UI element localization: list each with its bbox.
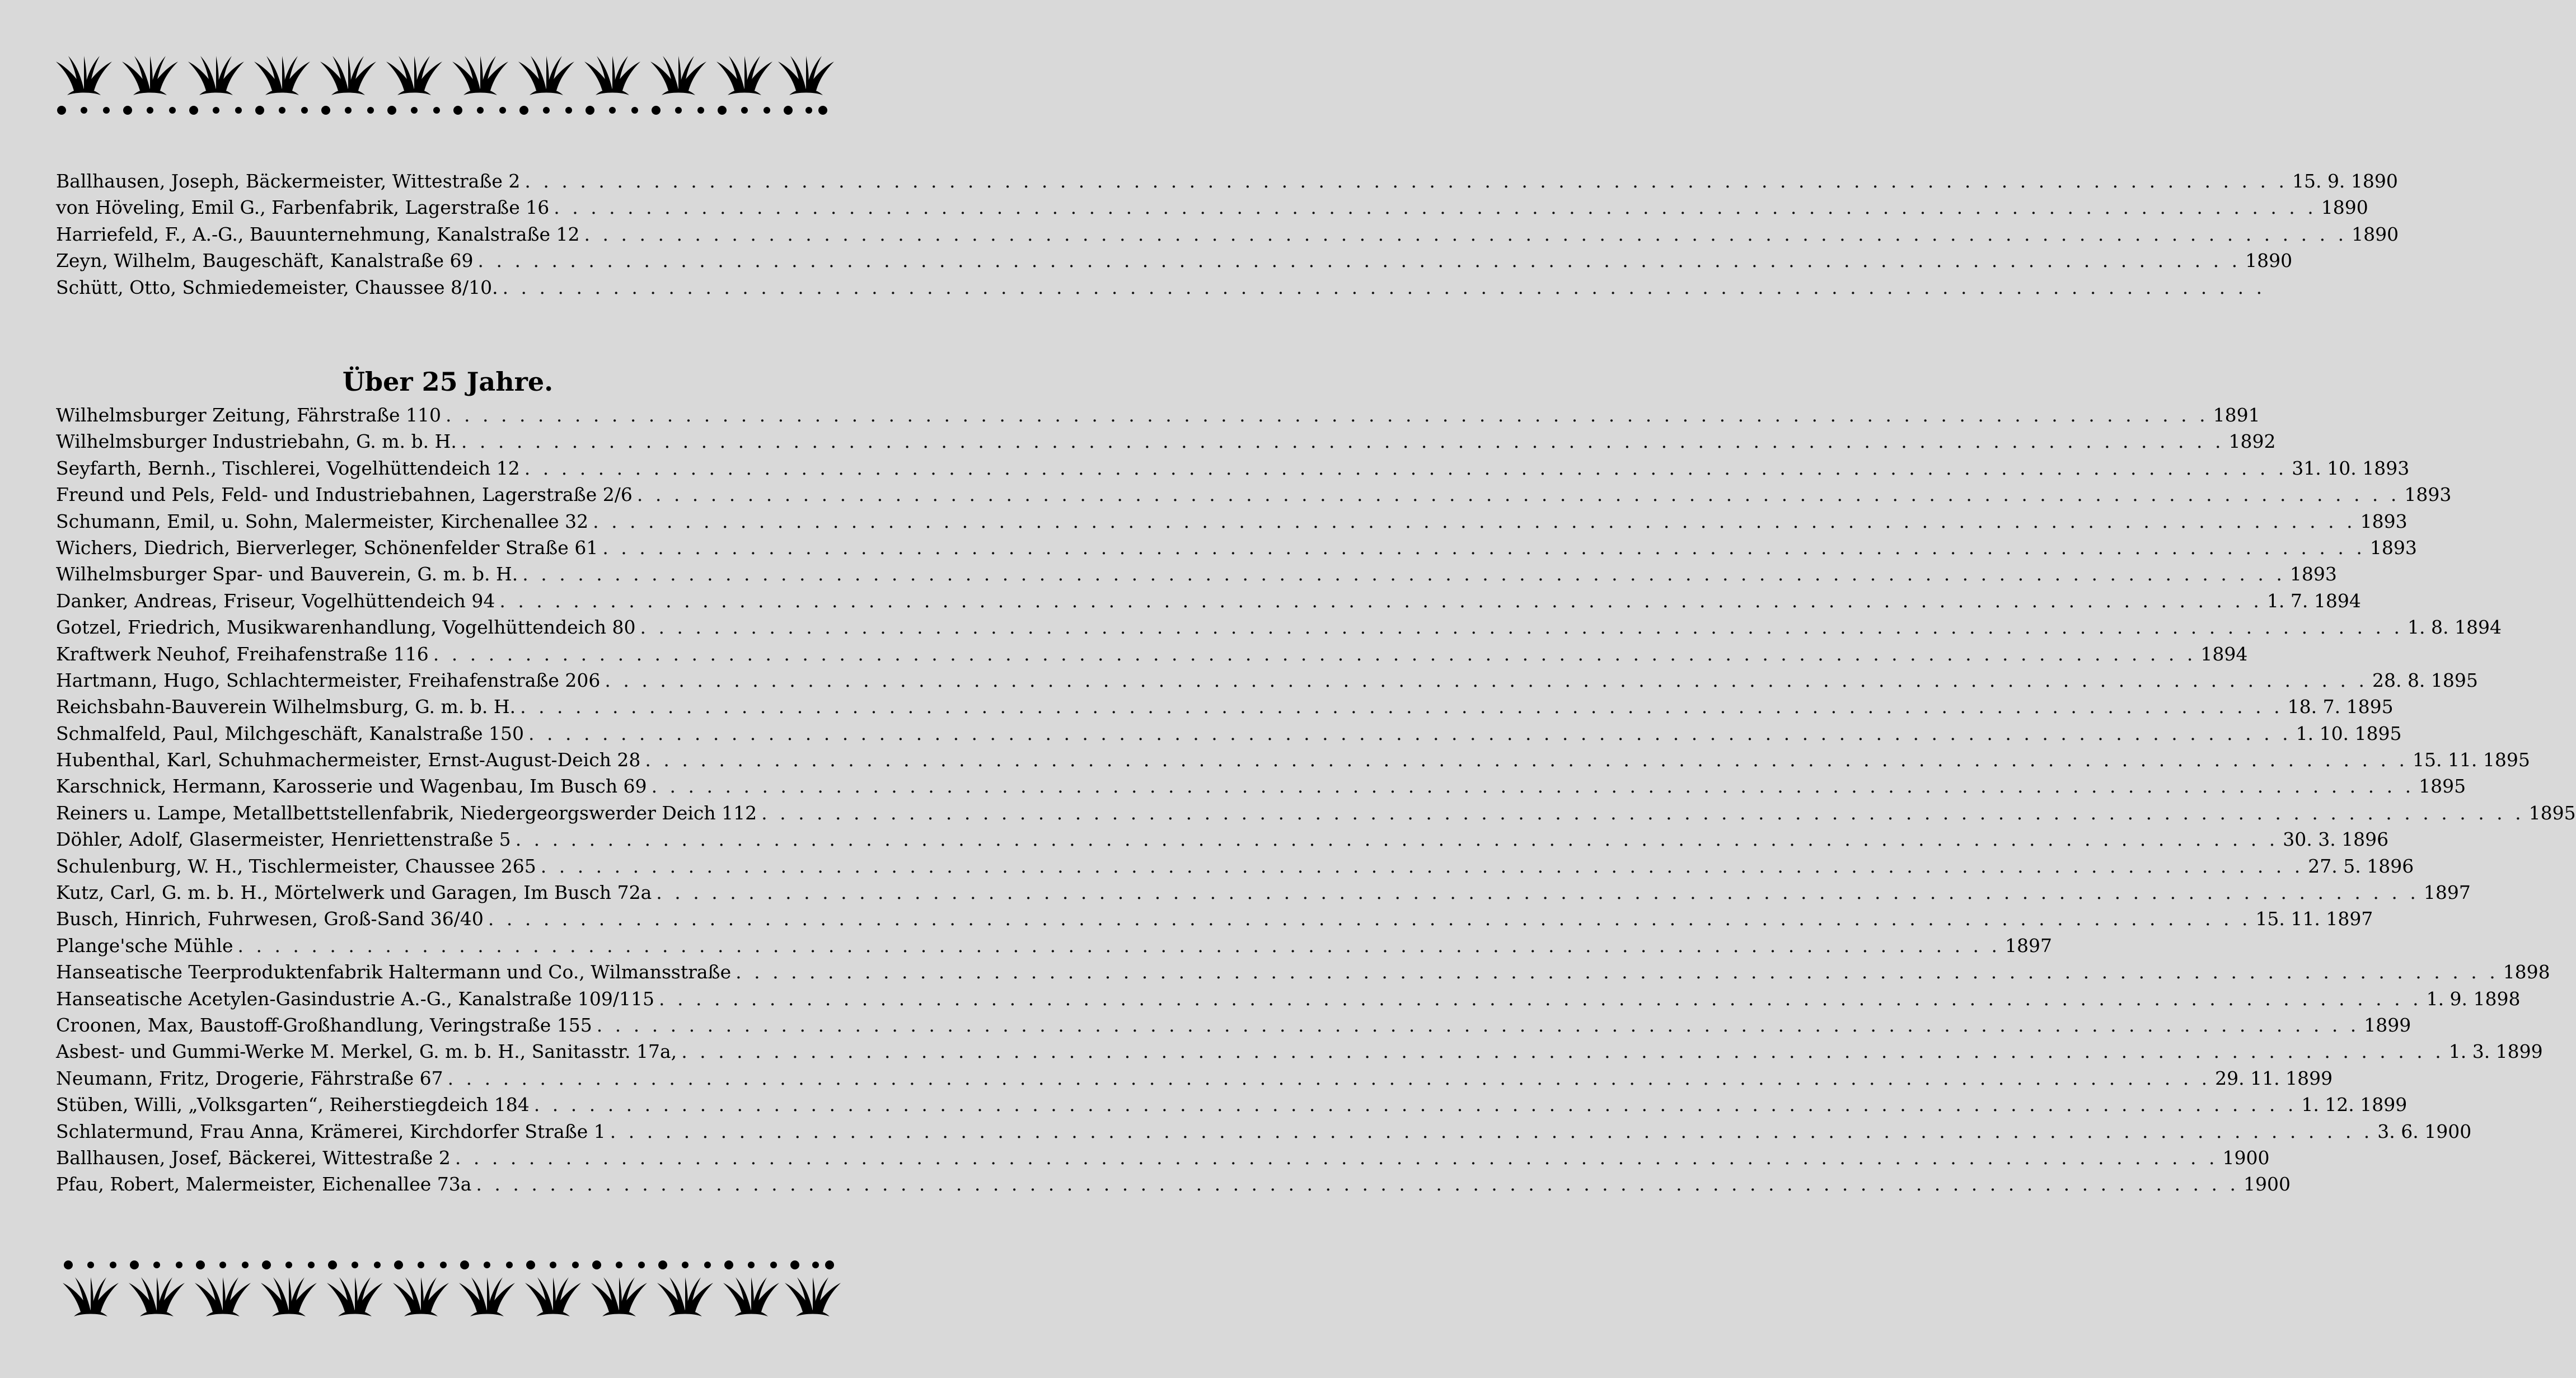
entry-date: 1. 12. 1899 — [2301, 1094, 2408, 1116]
entry-name: Stüben, Willi, „Volksgarten“, Reiherstiegdeich 184 — [56, 1094, 530, 1116]
leader-dots — [524, 168, 2288, 194]
leader-dots — [659, 986, 2422, 1012]
list-item — [56, 455, 2410, 481]
entry-date: 1893 — [2369, 536, 2417, 559]
entry-name: Ballhausen, Joseph, Bäckermeister, Wittestraße 2 — [56, 170, 521, 192]
entry-date: 1890 — [2352, 223, 2399, 245]
list-item — [56, 1171, 2291, 1197]
entry-name: von Höveling, Emil G., Farbenfabrik, Lagerstraße 16 — [56, 196, 550, 219]
entry-date: 1. 3. 1899 — [2448, 1040, 2543, 1063]
leader-dots — [736, 959, 2499, 985]
leader-dots — [516, 826, 2279, 852]
list-item — [56, 906, 2373, 932]
entry-date: 1. 10. 1895 — [2296, 722, 2402, 744]
entry-name: Zeyn, Wilhelm, Baugeschäft, Kanalstraße 69 — [56, 250, 474, 272]
entry-name: Kraftwerk Neuhof, Freihafenstraße 116 — [56, 643, 429, 665]
entry-list-second — [56, 402, 2576, 1198]
list-item — [56, 773, 2466, 799]
list-item — [56, 1118, 2472, 1145]
list-item — [56, 481, 2452, 508]
entry-list-first — [56, 168, 2399, 301]
entry-name: Wichers, Diedrich, Bierverleger, Schönenfelder Straße 61 — [56, 536, 598, 559]
entry-date: 1. 7. 1894 — [2266, 589, 2361, 612]
entry-date: 3. 6. 1900 — [2377, 1120, 2472, 1142]
entry-date: 1892 — [2228, 430, 2276, 453]
entry-name: Plange'sche Mühle — [56, 934, 233, 957]
leader-dots — [593, 508, 2356, 535]
leader-dots — [541, 853, 2304, 879]
entry-name: Reiners u. Lampe, Metallbettstellenfabrik, Niedergeorgswerder Deich 112 — [56, 802, 757, 824]
list-item — [56, 588, 2361, 614]
leader-dots — [528, 720, 2292, 747]
entry-date: 15. 9. 1890 — [2292, 170, 2398, 192]
list-item — [56, 747, 2530, 773]
leader-dots — [554, 194, 2317, 221]
leader-dots — [524, 455, 2288, 481]
entry-name: Wilhelmsburger Zeitung, Fährstraße 110 — [56, 404, 442, 426]
list-item — [56, 1145, 2270, 1171]
entry-date: 1900 — [2243, 1173, 2291, 1196]
list-item — [56, 1038, 2543, 1065]
entry-date: 1. 8. 1894 — [2408, 616, 2502, 639]
section-heading: Über 25 Jahre. — [342, 367, 554, 397]
leader-dots — [448, 1065, 2211, 1091]
entry-name: Harriefeld, F., A.-G., Bauunternehmung, Kanalstraße 12 — [56, 223, 580, 245]
list-item — [56, 932, 2053, 959]
leader-dots — [637, 481, 2400, 508]
entry-date: 1890 — [2245, 250, 2293, 272]
entry-name: Ballhausen, Josef, Bäckerei, Wittestraße 2 — [56, 1146, 451, 1169]
list-item — [56, 168, 2398, 194]
leader-dots — [237, 932, 2001, 959]
entry-name: Seyfarth, Bernh., Tischlerei, Vogelhüttendeich 12 — [56, 457, 520, 479]
entry-name: Hartmann, Hugo, Schlachtermeister, Freihafenstraße 206 — [56, 669, 601, 691]
entry-date: 1897 — [2423, 882, 2471, 904]
entry-date: 1894 — [2200, 643, 2248, 665]
leader-dots — [478, 247, 2241, 274]
entry-date: 18. 7. 1895 — [2287, 696, 2394, 718]
leader-dots — [610, 1118, 2373, 1145]
entry-date: 15. 11. 1897 — [2255, 908, 2373, 930]
entry-name: Hanseatische Acetylen-Gasindustrie A.-G., Kanalstraße 109/115 — [56, 987, 655, 1010]
list-item — [56, 274, 828, 301]
entry-date: 1898 — [2503, 961, 2550, 983]
palmette-row — [56, 56, 834, 95]
entry-date: 1893 — [2289, 563, 2337, 585]
entry-date: 1895 — [2528, 802, 2576, 824]
entry-name: Karschnick, Hermann, Karosserie und Wagenbau, Im Busch 69 — [56, 775, 647, 798]
entry-name: Reichsbahn-Bauverein Wilhelmsburg, G. m. b. H. — [56, 696, 516, 718]
leader-dots — [433, 641, 2196, 667]
dot-row — [64, 1260, 834, 1269]
entry-date: 1891 — [2213, 404, 2260, 426]
entry-date: 1893 — [2404, 484, 2452, 506]
leader-dots — [455, 1145, 2218, 1171]
entry-name: Hubenthal, Karl, Schuhmachermeister, Ernst-August-Deich 28 — [56, 749, 641, 771]
entry-name: Schütt, Otto, Schmiedemeister, Chaussee 8/10. — [56, 276, 498, 298]
leader-dots — [488, 906, 2251, 932]
entry-name: Busch, Hinrich, Fuhrwesen, Groß-Sand 36/40 — [56, 908, 484, 930]
list-item — [56, 1012, 2411, 1038]
entry-name: Wilhelmsburger Industriebahn, G. m. b. H. — [56, 430, 457, 453]
leader-dots — [652, 773, 2415, 799]
entry-date: 1899 — [2364, 1014, 2411, 1036]
entry-date: 28. 8. 1895 — [2372, 669, 2478, 691]
top-ornament-border — [56, 53, 828, 120]
entry-date: 1900 — [2222, 1146, 2270, 1169]
entry-name: Pfau, Robert, Malermeister, Eichenallee 73a — [56, 1173, 472, 1196]
list-item — [56, 247, 2293, 274]
list-item — [56, 1065, 2333, 1091]
leader-dots — [476, 1171, 2239, 1197]
list-item — [56, 1091, 2408, 1118]
leader-dots — [602, 535, 2366, 561]
entry-name: Asbest- und Gummi-Werke M. Merkel, G. m. b. H., Sanitasstr. 17a, — [56, 1040, 677, 1063]
list-item — [56, 853, 2414, 879]
entry-name: Schumann, Emil, u. Sohn, Malermeister, Kirchenallee 32 — [56, 510, 589, 532]
entry-date: 1890 — [2321, 196, 2368, 219]
leader-dots — [446, 402, 2209, 428]
entry-date: 1897 — [2005, 934, 2053, 957]
entry-date: 1893 — [2360, 510, 2408, 532]
entry-name: Schmalfeld, Paul, Milchgeschäft, Kanalstraße 150 — [56, 722, 524, 744]
entry-name: Neumann, Fritz, Drogerie, Fährstraße 67 — [56, 1067, 443, 1089]
list-item — [56, 614, 2502, 640]
leader-dots — [503, 274, 2266, 301]
list-item — [56, 720, 2402, 747]
entry-date: 15. 11. 1895 — [2412, 749, 2530, 771]
leader-dots — [656, 879, 2419, 906]
entry-date: 27. 5. 1896 — [2308, 855, 2414, 877]
list-item — [56, 959, 2550, 985]
list-item — [56, 508, 2408, 535]
list-item — [56, 879, 2471, 906]
list-item — [56, 221, 2399, 247]
leader-dots — [681, 1038, 2444, 1065]
entry-date: 29. 11. 1899 — [2215, 1067, 2333, 1089]
entry-name: Gotzel, Friedrich, Musikwarenhandlung, Vogelhüttendeich 80 — [56, 616, 636, 639]
palmette-row — [63, 1277, 841, 1316]
list-item — [56, 826, 2389, 852]
entry-date: 31. 10. 1893 — [2292, 457, 2410, 479]
entry-date: 1. 9. 1898 — [2426, 987, 2521, 1010]
leader-dots — [761, 800, 2525, 826]
leader-dots — [520, 693, 2283, 720]
list-item — [56, 641, 2248, 667]
list-item — [56, 693, 2394, 720]
entry-name: Schulenburg, W. H., Tischlermeister, Chaussee 265 — [56, 855, 536, 877]
leader-dots — [597, 1012, 2360, 1038]
list-item — [56, 667, 2478, 693]
entry-name: Freund und Pels, Feld- und Industriebahnen, Lagerstraße 2/6 — [56, 484, 633, 506]
list-item — [56, 428, 2276, 454]
entry-name: Döhler, Adolf, Glasermeister, Henriettenstraße 5 — [56, 828, 511, 851]
entry-name: Danker, Andreas, Friseur, Vogelhüttendeich 94 — [56, 589, 495, 612]
leader-dots — [522, 561, 2285, 587]
entry-name: Wilhelmsburger Spar- und Bauverein, G. m. b. H. — [56, 563, 518, 585]
list-item — [56, 402, 2260, 428]
entry-date: 30. 3. 1896 — [2283, 828, 2389, 851]
leader-dots — [605, 667, 2368, 693]
entry-name: Croonen, Max, Baustoff-Großhandlung, Veringstraße 155 — [56, 1014, 592, 1036]
list-item — [56, 986, 2521, 1012]
dot-row — [57, 106, 827, 115]
leader-dots — [645, 747, 2408, 773]
entry-name: Kutz, Carl, G. m. b. H., Mörtelwerk und Garagen, Im Busch 72a — [56, 882, 652, 904]
entry-name: Schlatermund, Frau Anna, Krämerei, Kirchdorfer Straße 1 — [56, 1120, 606, 1142]
leader-dots — [640, 614, 2403, 640]
leader-dots — [461, 428, 2224, 454]
leader-dots — [534, 1091, 2297, 1118]
list-item — [56, 561, 2337, 587]
entry-date: 1895 — [2419, 775, 2466, 798]
list-item — [56, 800, 2576, 826]
list-item — [56, 535, 2417, 561]
leader-dots — [499, 588, 2263, 614]
list-item — [56, 194, 2368, 221]
bottom-ornament-border — [63, 1255, 835, 1322]
entry-name: Hanseatische Teerproduktenfabrik Haltermann und Co., Wilmansstraße — [56, 961, 732, 983]
leader-dots — [584, 221, 2348, 247]
